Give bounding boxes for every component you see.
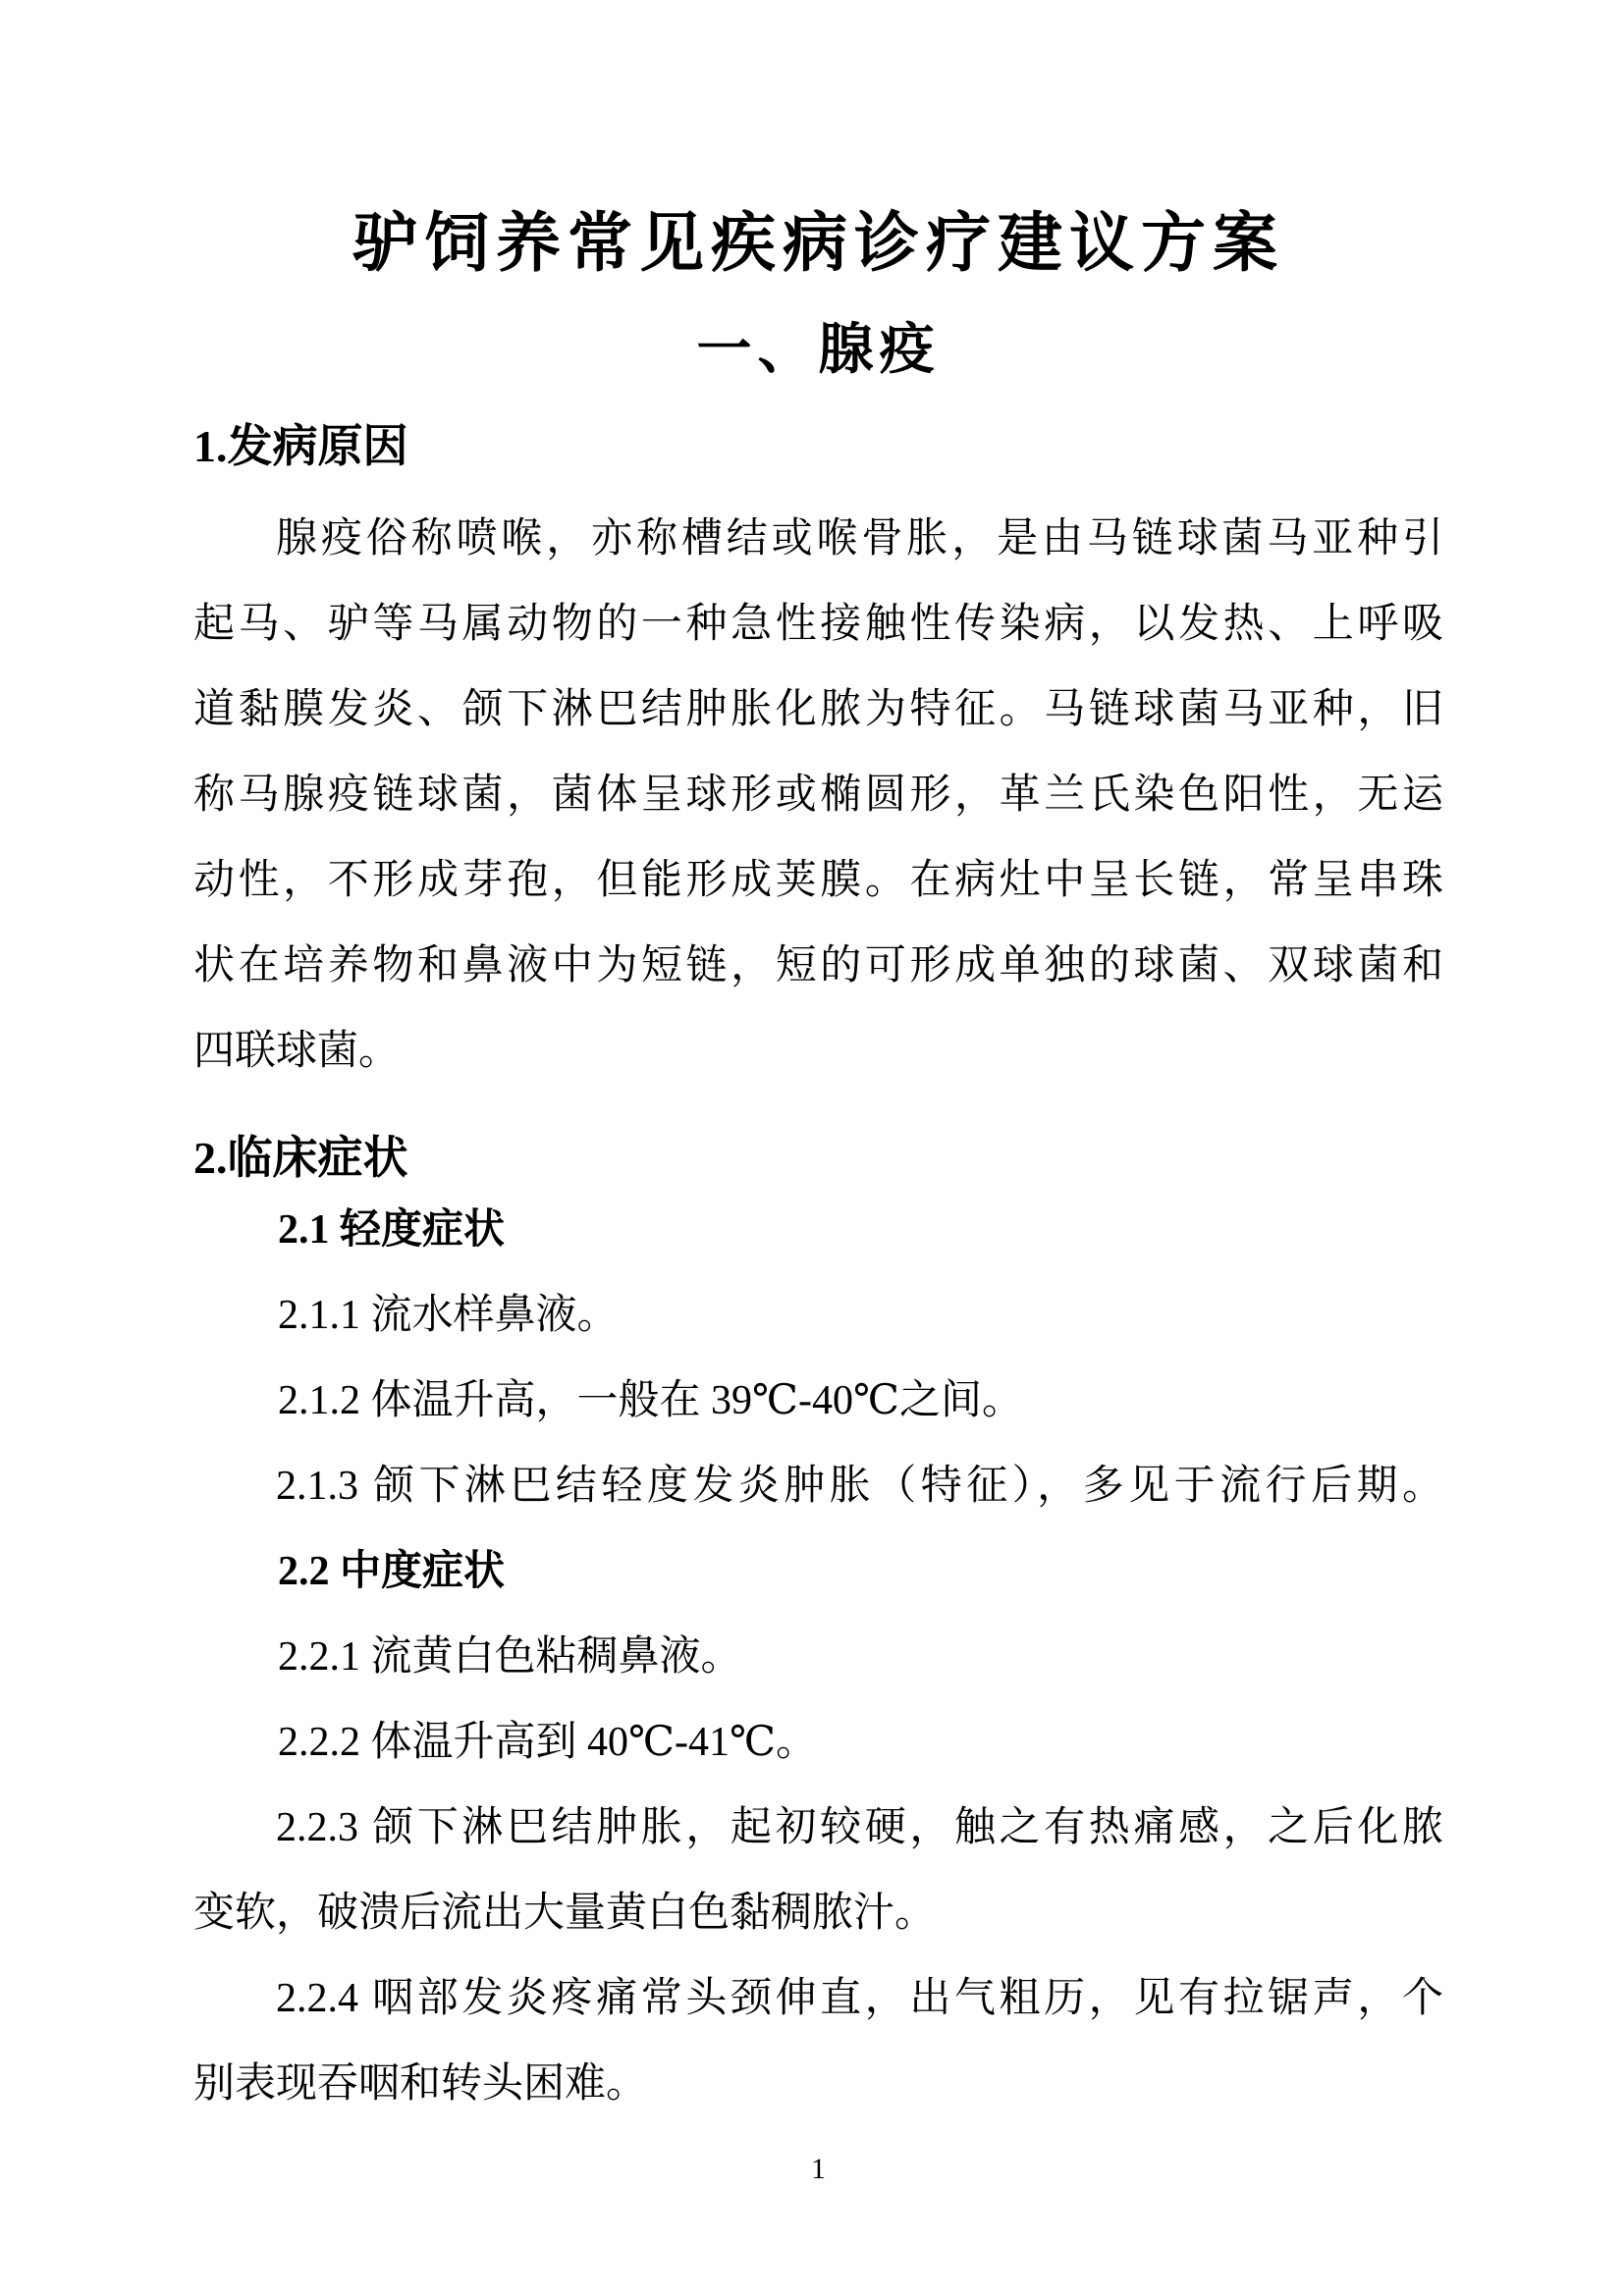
subsection-heading-mild: 2.1 轻度症状 [278,1207,506,1253]
section-heading-symptoms: 2.临床症状 [193,1133,408,1183]
paragraph-line: 动性，不形成芽孢，但能形成荚膜。在病灶中呈长链，常呈串珠 [193,858,1443,903]
list-item-line: 变软，破溃后流出大量黄白色黏稠脓汁。 [193,1891,937,1936]
document-content [193,202,1443,2190]
list-item: 2.1.2 体温升高，一般在 39℃-40℃之间。 [278,1378,1023,1423]
section-heading-causes: 1.发病原因 [193,421,408,471]
paragraph-line: 道黏膜发炎、颌下淋巴结肿胀化脓为特征。马链球菌马亚种，旧 [193,687,1443,732]
paragraph-line: 起马、驴等马属动物的一种急性接触性传染病，以发热、上呼吸 [193,602,1443,647]
paragraph-line: 腺疫俗称喷喉，亦称槽结或喉骨胀，是由马链球菌马亚种引 [276,516,1443,561]
document-subtitle: 一、腺疫 [696,320,941,381]
list-item: 2.1.1 流水样鼻液。 [278,1293,619,1338]
page-number: 1 [811,2153,826,2185]
document-title: 驴饲养常见疾病诊疗建议方案 [352,208,1284,280]
symptoms-list [193,1188,1443,2127]
causes-paragraph [193,497,1443,1095]
list-item-line: 2.2.4 咽部发炎疼痛常头颈伸直，出气粗历，见有拉锯声，个 [276,1976,1443,2021]
paragraph-line: 状在培养物和鼻液中为短链，短的可形成单独的球菌、双球菌和 [193,943,1443,988]
paragraph-line: 四联球菌。 [193,1029,401,1074]
list-item: 2.2.1 流黄白色粘稠鼻液。 [278,1634,742,1680]
paragraph-line: 称马腺疫链球菌，菌体呈球形或椭圆形，革兰氏染色阳性，无运 [193,773,1443,818]
list-item: 2.2.2 体温升高到 40℃-41℃。 [278,1720,817,1765]
list-item: 2.1.3 颌下淋巴结轻度发炎肿胀（特征），多见于流行后期。 [276,1464,1443,1509]
list-item-line: 2.2.3 颌下淋巴结肿胀，起初较硬，触之有热痛感，之后化脓 [276,1805,1443,1850]
list-item-line: 别表现吞咽和转头困难。 [193,2061,648,2107]
subsection-heading-moderate: 2.2 中度症状 [278,1549,506,1594]
